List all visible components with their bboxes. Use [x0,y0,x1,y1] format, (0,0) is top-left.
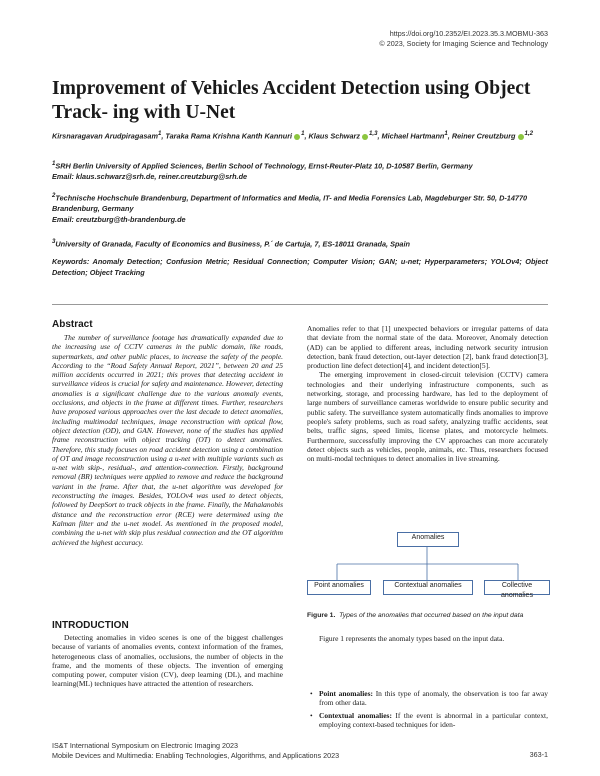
page-footer [52,741,339,760]
anomaly-types-list [307,689,548,732]
diagram-node-collective: Collective anomalies [484,580,550,595]
affiliation-email[interactable]: Email: creutzburg@th-brandenburg.de [52,215,186,225]
figure-reference-paragraph [307,634,548,643]
author-affiliation-mark: 1 [301,130,305,137]
page-number: 363-1 [529,750,548,759]
affiliation-email[interactable]: Email: klaus.schwarz@srh.de, reiner.creutzburg@srh.de [52,172,248,182]
list-item-term: Contextual anomalies: [319,710,392,720]
author-name: , Reiner Creutzburg [447,131,516,141]
doi-link[interactable]: https://doi.org/10.2352/EI.2023.35.3.MOBMU-363 [389,29,548,38]
list-item-term: Point anomalies: [319,689,373,698]
introduction-heading: INTRODUCTION [52,620,129,631]
footer-conference: IS&T International Symposium on Electronic Imaging 2023 [52,741,239,750]
author-name: Kirsnaragavan Arudpiragasam [52,131,158,141]
diagram-node-contextual: Contextual anomalies [383,580,473,595]
affiliation-mark: 1 [52,160,56,167]
author-name: , Taraka Rama Krishna Kanth Kannuri [161,131,293,141]
footer-proceedings: Mobile Devices and Multimedia: Enabling Technologies, Algorithms, and Applications 2023 [52,750,340,760]
figure-1 [307,520,548,608]
copyright-notice: © 2023, Society for Imaging Science and Technology [379,38,548,48]
author-name: , Klaus Schwarz [304,131,361,141]
figure-caption [307,612,548,619]
paragraph: Anomalies refer to that [1] unexpected behaviors or irregular patterns of data that deviate from the normal state of the data. Moreover, Anomaly detection (AD) can be applied to different areas, including network security intrusion detection, bank fraud detection, out-layer detection [2], bank fraud detection[3], production line defect detection[4], and incident detection[5]. [307,324,548,371]
author-affiliation-mark: 1,3 [369,130,378,137]
paragraph: Figure 1 represents the anomaly types based on the input data. [319,634,505,643]
list-item [307,711,548,730]
keywords: Keywords: Anomaly Detection; Confusion Metric; Residual Connection; Computer Vision; GAN; u-net; Hyperparameters; YOLOv4; Object Detection; Object Tracking [52,257,548,277]
paragraph: The emerging improvement in closed-circuit television (CCTV) camera technologies and their underlying infrastructure components, such as networking, storage, and processing hardware, has led to the deployment of large numbers of surveillance cameras worldwide to ensure public security and public safety. The surveillance system automatically finds anomalies to improve people's safety problems, such as road safety, analyzing traffic accidents, seat belts, traffic signs, speed limits, license plates, and motorcycle helmets. Furthermore, successfully improving the CV approaches can more accurately detect objects such as vehicles, people, animals, etc. Thus, researchers focused on multi-modal techniques to detect anomalies in live streaming. [307,370,548,464]
author-affiliation-mark: 1 [157,130,162,137]
body-column-right [307,324,548,463]
list-item-text: In this type of anomaly, the observation is too far away from other data. [319,689,548,708]
bullet-icon: • [310,710,313,720]
affiliation-2 [52,190,548,225]
list-item [307,689,548,708]
bullet-icon: • [310,689,313,698]
abstract-text: The number of surveillance footage has dramatically expanded due to the increasing use of CCTV cameras in the public domain, like roads, supermarkets, and other public places, to increase the safety of the people. According to the “Road Safety Annual Report, 2021”, between 20 and 25 million accidents occurred in 2021; this proves that detecting accident in surveillance videos is crucial for safety and maintenance. However, detecting anomalies is a significant challenge due to the various anomaly events, occlusions, and objects in the frame at different times. Further, researchers have proposed various approaches over the last decade to detect anomalies, including multimodal techniques, image reconstruction with optical flow, object detection (OD), and GAN. However, none of the studies has applied frame reconstruction with object tracking (OT) to detect anomalies. Therefore, this study focuses on road accident detection using a combination of OT and image reconstruction using a u-net with multiple variants such as u-net with skip-, residual-, and attention-connection. Firstly, background removal (BR) techniques were applied to remove and reduce the background variant in the frame. After that, the u-net algorithm was developed for reconstructing the images. Besides, YOLOv4 was used to detect objects, followed by DeepSort to track objects in the frame. Finally, the Mahalanobis distance and the reconstruction error (RCE) were determined using the Kalman filter and the u-net model. As mentioned in the proposed model, combining the u-net with skip plus residual connection and the OT algorithm achieved the highest accuracy. [52,333,283,547]
affiliation-3 [52,236,548,249]
abstract-heading: Abstract [52,319,93,330]
paper-title: Improvement of Vehicles Accident Detection using Object Track- ing with U-Net [52,78,531,123]
author-affiliation-mark: 1 [444,130,448,137]
diagram-node-root: Anomalies [397,532,459,547]
orcid-icon[interactable] [294,134,300,140]
affiliation-1 [52,158,548,182]
introduction-text: Detecting anomalies in video scenes is one of the biggest challenges because of variants of anomalies events, context information of the frames, heterogeneous class of anomalies, occlusions, the number of objects in the frame, and the moments of these objects. The invention of emerging computing power, computer vision (CV), deep learning (DL), and machine learning(ML) techniques have attracted the attention of researchers. [52,633,283,689]
affiliation-address: Technische Hochschule Brandenburg, Department of Informatics and Media, IT- and Media Forensics Lab, Magdeburger Str. 50, D-14770 Brandenburg, Germany [52,193,528,214]
list-item-text: If the event is abnormal in a particular context, employing context-based techniques for iden- [319,710,548,729]
author-list [52,128,548,141]
diagram-node-point: Point anomalies [307,580,371,595]
affiliation-address: University of Granada, Faculty of Economics and Business, P.´ de Cartuja, 7, ES-18011 Granada, Spain [55,239,410,249]
affiliation-address: SRH Berlin University of Applied Sciences, Berlin School of Technology, Ernst-Reuter-Platz 10, D-10587 Berlin, Germany [55,161,473,171]
affiliation-mark: 3 [52,238,56,245]
page-header [379,29,548,48]
author-affiliation-mark: 1,2 [524,130,533,137]
caption-label: Figure 1. [307,612,336,619]
orcid-icon[interactable] [362,134,368,140]
author-name: , Michael Hartmann [377,131,445,141]
affiliation-mark: 2 [52,192,56,199]
section-divider [52,304,548,305]
orcid-icon[interactable] [518,134,524,140]
caption-text: Types of the anomalies that occurred based on the input data [339,612,524,619]
